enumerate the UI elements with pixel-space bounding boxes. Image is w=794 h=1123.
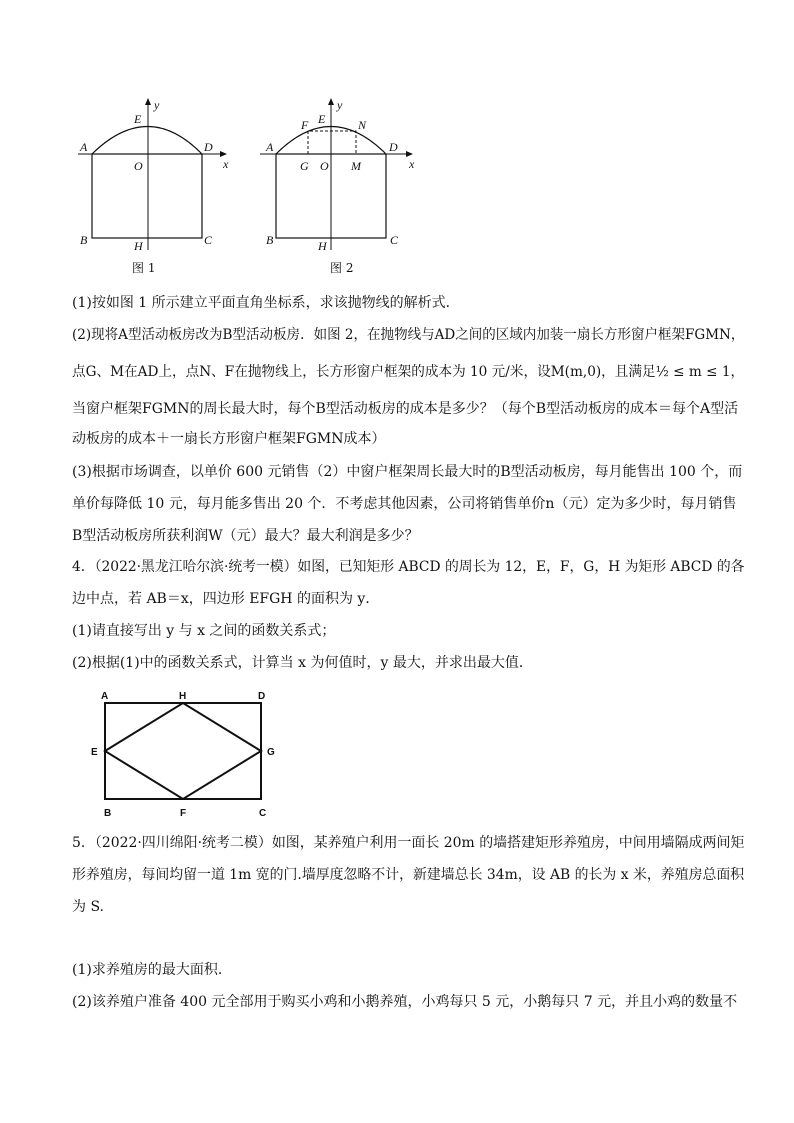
figure-2 <box>252 98 432 278</box>
label-f: F <box>180 808 187 819</box>
figure-1 <box>70 98 250 278</box>
label-h: H <box>134 239 143 253</box>
text-line: 当窗户框架FGMN的周长最大时，每个B型活动板房的成本是多少？（每个B型活动板房的成本＝每个A型活 <box>72 401 739 417</box>
text-line: 动板房的成本＋一扇长方形窗户框架FGMN成本） <box>72 431 386 447</box>
quadrilateral-efgh <box>105 703 261 799</box>
text-line: (2)现将A型活动板房改为B型活动板房．如图 2，在抛物线与AD之间的区域内加装一扇长方形窗户框架FGMN， <box>72 327 745 343</box>
text-line: 4．（2022·黑龙江哈尔滨·统考一模）如图，已知矩形 ABCD 的周长为 12，E，F，G，H 为矩形 ABCD 的各 <box>72 559 745 575</box>
label-o: O <box>320 159 329 173</box>
text-line: 为 S. <box>72 899 104 915</box>
label-a: A <box>80 140 88 154</box>
parabola <box>92 127 202 155</box>
label-x: x <box>409 157 415 171</box>
text-line: 单价每降低 10 元，每月能多售出 20 个．不考虑其他因素，公司将销售单价n（元）定为多少时，每月销售 <box>72 496 737 512</box>
label-e: E <box>91 747 98 758</box>
label-d: D <box>204 140 213 154</box>
text-line: (2)该养殖户准备 400 元全部用于购买小鸡和小鹅养殖，小鸡每只 5 元，小鹅每只 7 元，并且小鸡的数量不 <box>72 994 738 1010</box>
text-line: (1)请直接写出 y 与 x 之间的函数关系式； <box>72 623 336 639</box>
text-line: (3)根据市场调查，以单价 600 元销售（2）中窗户框架周长最大时的B型活动板房，每月能售出 100 个，而 <box>72 464 743 480</box>
label-g: G <box>300 159 309 173</box>
rectangle-abcd <box>92 154 202 238</box>
label-b: B <box>266 233 274 247</box>
label-o: O <box>134 159 143 173</box>
label-f: F <box>301 118 309 132</box>
figure-rectangle-efgh <box>88 686 288 822</box>
figure-1-caption: 图 1 <box>132 261 156 275</box>
window-frame-fgmn <box>308 131 356 154</box>
label-m: M <box>351 159 361 173</box>
label-g: G <box>267 747 275 758</box>
label-y: y <box>337 98 343 112</box>
rectangle-abcd <box>105 703 261 799</box>
y-axis-arrow <box>328 98 334 105</box>
label-c: C <box>390 233 399 247</box>
figure-2-caption: 图 2 <box>330 261 354 275</box>
label-a: A <box>266 140 274 154</box>
text-line: 5．（2022·四川绵阳·统考二模）如图，某养殖户利用一面长 20m 的墙搭建矩形养殖房，中间用墙隔成两间矩 <box>72 835 745 851</box>
text-line: (1)求养殖房的最大面积. <box>72 962 223 978</box>
label-b: B <box>104 808 112 819</box>
label-x: x <box>223 157 229 171</box>
text-line: 点G、M在AD上，点N、F在抛物线上，长方形窗户框架的成本为 10 元/米，设M(m,0)，且满足½ ≤ m ≤ 1， <box>72 364 745 380</box>
y-axis-arrow <box>145 98 151 105</box>
label-c: C <box>204 233 213 247</box>
label-h: H <box>318 239 327 253</box>
label-b: B <box>80 233 88 247</box>
label-c: C <box>259 808 267 819</box>
label-e: E <box>134 112 142 126</box>
label-d: D <box>389 140 398 154</box>
text-line: 形养殖房，每间均留一道 1m 宽的门.墙厚度忽略不计，新建墙总长 34m，设 AB 的长为 x 米，养殖房总面积 <box>72 867 745 883</box>
text-line: B型活动板房所获利润W（元）最大？最大利润是多少？ <box>72 528 419 544</box>
label-e: E <box>318 112 326 126</box>
text-line: 边中点，若 AB＝x，四边形 EFGH 的面积为 y． <box>72 591 380 607</box>
label-h: H <box>179 691 187 702</box>
label-a: A <box>101 691 109 702</box>
label-y: y <box>154 98 160 112</box>
text-line: (1)按如图 1 所示建立平面直角坐标系，求该抛物线的解析式． <box>72 295 460 311</box>
label-d: D <box>258 691 266 702</box>
label-n: N <box>358 118 367 132</box>
text-line: (2)根据(1)中的函数关系式，计算当 x 为何值时，y 最大，并求出最大值． <box>72 655 533 671</box>
